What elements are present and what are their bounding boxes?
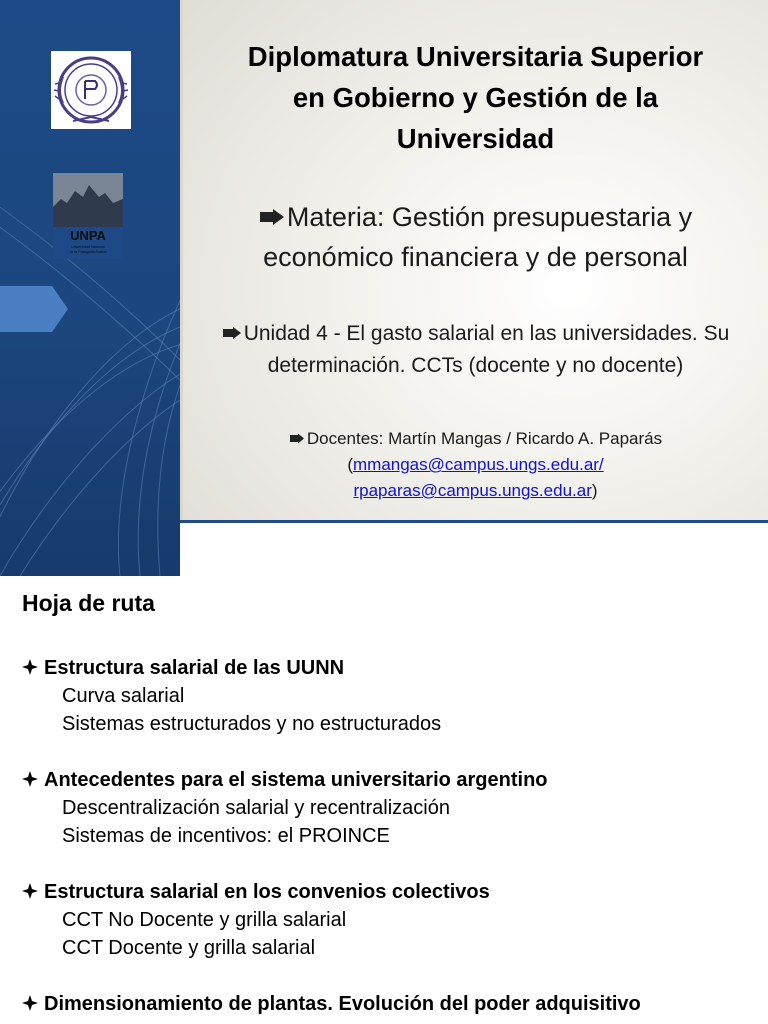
roadmap-section-2 bbox=[22, 766, 548, 850]
section-item: Curva salarial bbox=[62, 685, 185, 707]
pointing-hand-icon bbox=[222, 326, 242, 340]
arrow-tab-icon bbox=[0, 286, 70, 332]
pointing-hand-icon bbox=[259, 208, 285, 226]
materia-line-2: económico financiera y de personal bbox=[263, 242, 688, 272]
roadmap bbox=[0, 576, 768, 1024]
section-item: Sistemas estructurados y no estructurados bbox=[62, 713, 442, 735]
diamond-bullet-icon bbox=[22, 659, 38, 675]
unpa-logo bbox=[53, 173, 123, 259]
diamond-bullet-icon bbox=[22, 771, 38, 787]
email-link-mangas[interactable]: mmangas@campus.ungs.edu.ar/ bbox=[353, 455, 604, 474]
section-heading: Estructura salarial de las UUNN bbox=[44, 657, 345, 679]
roadmap-section-1 bbox=[22, 654, 441, 738]
section-item: Descentralización salarial y recentralización bbox=[62, 797, 450, 819]
section-heading: Estructura salarial en los convenios colectivos bbox=[44, 881, 490, 903]
title-line-3: Universidad bbox=[396, 123, 555, 154]
title-line-2: en Gobierno y Gestión de la bbox=[292, 82, 659, 113]
unidad-line-2: determinación. CCTs (docente y no docente) bbox=[267, 354, 684, 377]
diamond-bullet-icon bbox=[22, 995, 38, 1011]
section-item: CCT No Docente y grilla salarial bbox=[62, 909, 347, 931]
svg-text:de la Patagonia Austral: de la Patagonia Austral bbox=[69, 250, 107, 254]
title-line-1: Diplomatura Universitaria Superior bbox=[247, 41, 704, 72]
svg-text:Universidad Nacional: Universidad Nacional bbox=[71, 245, 105, 249]
roadmap-title: Hoja de ruta bbox=[22, 590, 155, 616]
section-heading: Dimensionamiento de plantas. Evolución del poder adquisitivo bbox=[44, 993, 641, 1015]
pointing-hand-icon bbox=[289, 433, 305, 444]
unpa-logo-text: UNPA bbox=[70, 228, 106, 243]
slide-title bbox=[183, 36, 768, 159]
close-paren: ) bbox=[591, 481, 598, 500]
section-item: CCT Docente y grilla salarial bbox=[62, 937, 316, 959]
materia-line-1: Materia: Gestión presupuestaria y bbox=[286, 202, 693, 232]
docentes-block bbox=[183, 426, 768, 504]
roadmap-section-3 bbox=[22, 878, 490, 962]
section-heading: Antecedentes para el sistema universitario argentino bbox=[44, 769, 548, 791]
diamond-bullet-icon bbox=[22, 883, 38, 899]
university-seal-logo bbox=[51, 51, 131, 129]
section-item: Sistemas de incentivos: el PROINCE bbox=[62, 825, 390, 847]
unidad-block bbox=[183, 318, 768, 382]
docentes-label: Docentes: Martín Mangas / Ricardo A. Paparás bbox=[306, 429, 663, 448]
materia-block bbox=[183, 197, 768, 277]
unidad-line-1: Unidad 4 - El gasto salarial en las universidades. Su bbox=[243, 322, 730, 345]
open-paren: ( bbox=[347, 455, 353, 474]
email-link-paparas[interactable]: rpaparas@campus.ungs.edu.ar bbox=[353, 481, 592, 500]
bottom-band bbox=[180, 520, 768, 576]
roadmap-section-4 bbox=[22, 990, 641, 1018]
